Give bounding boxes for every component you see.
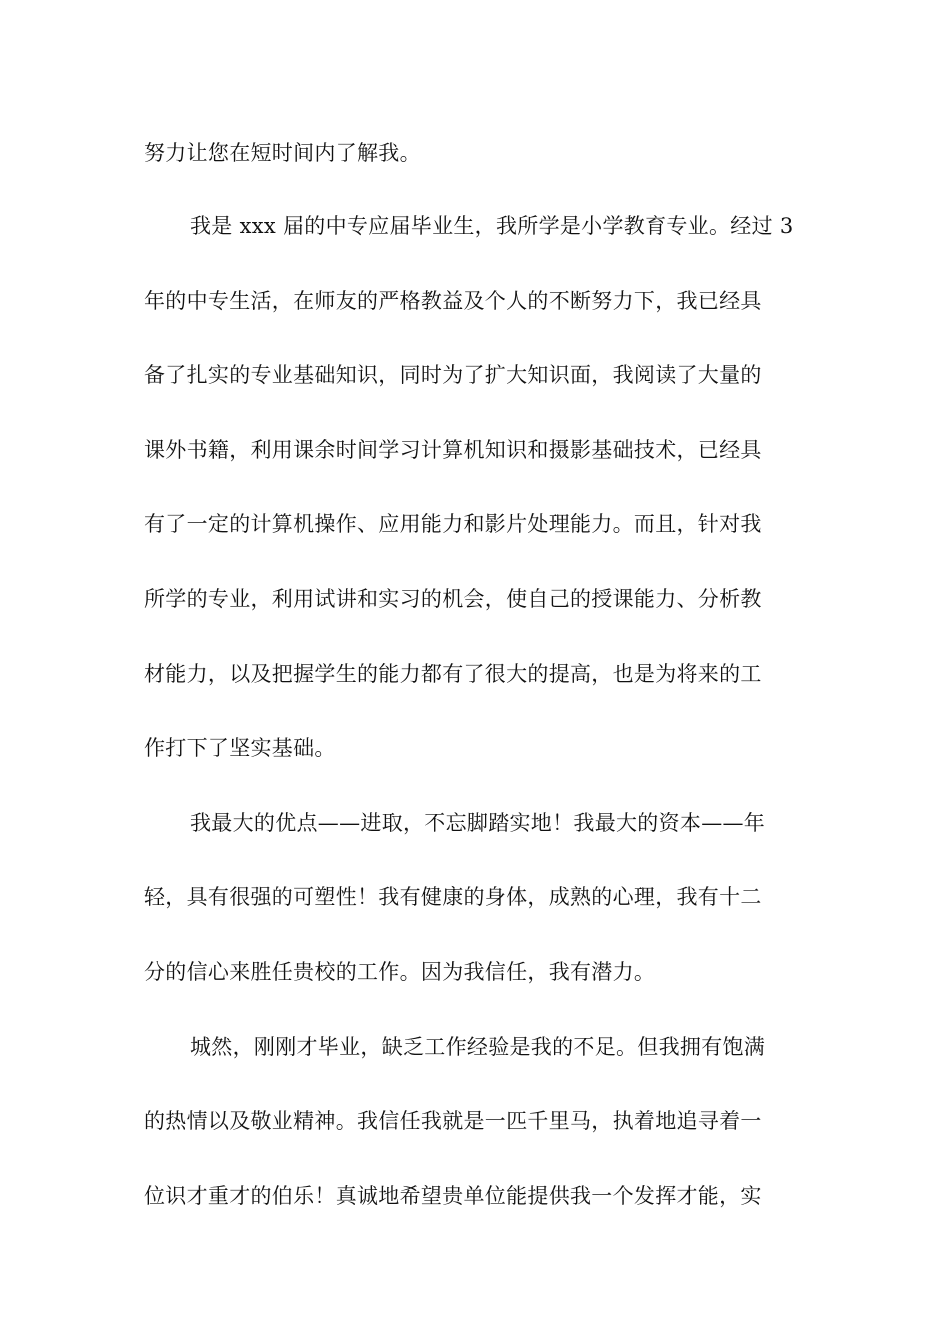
text-line: 有了一定的计算机操作、应用能力和影片处理能力。而且，针对我 [144, 512, 762, 536]
text-line: 位识才重才的伯乐！真诚地希望贵单位能提供我一个发挥才能，实 [144, 1184, 762, 1208]
text-line: 年的中专生活，在师友的严格教益及个人的不断努力下，我已经具 [144, 289, 762, 313]
text-line: 的热情以及敬业精神。我信任我就是一匹千里马，执着地追寻着一 [144, 1109, 762, 1133]
text-line: 材能力，以及把握学生的能力都有了很大的提高，也是为将来的工 [144, 662, 762, 686]
text-line: 轻，具有很强的可塑性！我有健康的身体，成熟的心理，我有十二 [144, 885, 762, 909]
text-line: 分的信心来胜任贵校的工作。因为我信任，我有潜力。 [144, 960, 656, 984]
text-line: 努力让您在短时间内了解我。 [144, 141, 421, 165]
text-line: 备了扎实的专业基础知识，同时为了扩大知识面，我阅读了大量的 [144, 363, 762, 387]
text-line: 城然，刚刚才毕业，缺乏工作经验是我的不足。但我拥有饱满 [190, 1035, 766, 1059]
text-line: 我最大的优点——进取，不忘脚踏实地！我最大的资本——年 [190, 811, 766, 835]
text-line: 所学的专业，利用试讲和实习的机会，使自己的授课能力、分析教 [144, 587, 762, 611]
text-line: 课外书籍，利用课余时间学习计算机知识和摄影基础技术，已经具 [144, 438, 762, 462]
text-line: 作打下了坚实基础。 [144, 736, 336, 760]
text-line: 我是 xxx 届的中专应届毕业生，我所学是小学教育专业。经过 3 [190, 214, 794, 238]
